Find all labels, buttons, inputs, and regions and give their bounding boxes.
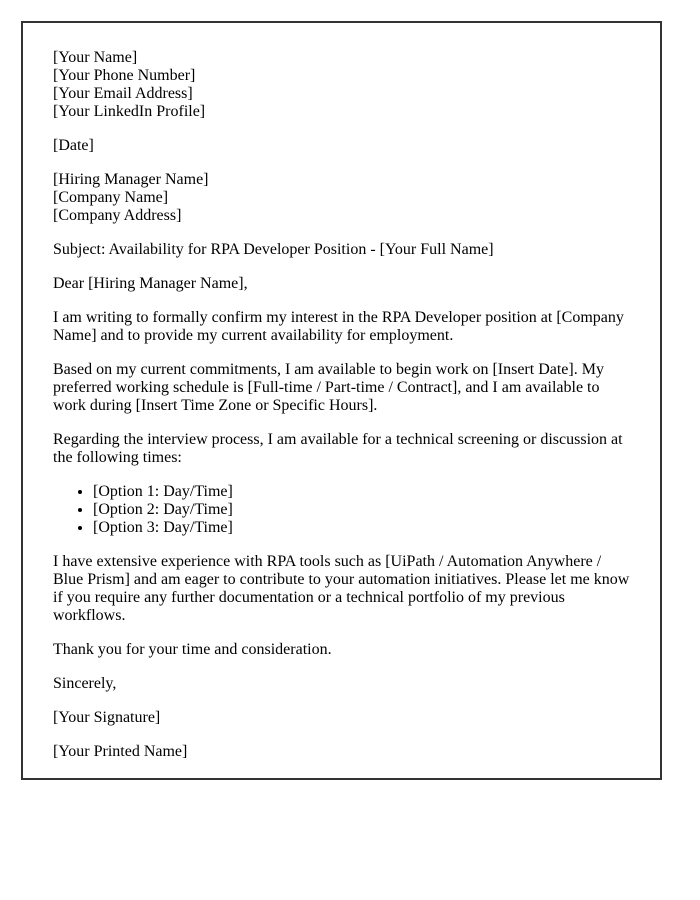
- recipient-company-name: [Company Name]: [53, 189, 169, 206]
- availability-option-item: • [Option 1: Day/Time]: [93, 483, 630, 501]
- availability-option-item: • [Option 2: Day/Time]: [93, 501, 630, 519]
- availability-options-list: [53, 483, 630, 537]
- printed-name-placeholder: [Your Printed Name]: [53, 743, 188, 760]
- recipient-manager-name: [Hiring Manager Name]: [53, 171, 209, 188]
- letter-document: [21, 21, 662, 780]
- paragraph-thanks: Thank you for your time and consideration.: [53, 641, 332, 658]
- salutation: Dear [Hiring Manager Name],: [53, 275, 248, 292]
- signature-placeholder: [Your Signature]: [53, 709, 161, 726]
- paragraph-interest: I am writing to formally confirm my interest in the RPA Developer position at [Company Name] and to provide my current availability for employment.: [53, 309, 624, 344]
- paragraph-availability: Based on my current commitments, I am available to begin work on [Insert Date]. My preferred working schedule is [Full-time / Part-time / Contract], and I am available to work during [Insert Time Zone or Specific Hours].: [53, 361, 604, 414]
- sender-email: [Your Email Address]: [53, 85, 193, 102]
- paragraph-interview: Regarding the interview process, I am available for a technical screening or discussion at the following times:: [53, 431, 623, 466]
- sender-phone: [Your Phone Number]: [53, 67, 196, 84]
- recipient-info-block: [53, 171, 630, 225]
- availability-option-item: • [Option 3: Day/Time]: [93, 519, 630, 537]
- sender-info-block: [53, 49, 630, 121]
- sender-name: [Your Name]: [53, 49, 138, 66]
- paragraph-experience: I have extensive experience with RPA tools such as [UiPath / Automation Anywhere / Blue Prism] and am eager to contribute to your automation initiatives. Please let me know if you require any further documentation or a technical portfolio of my previous workflows.: [53, 553, 630, 624]
- date-line: [Date]: [53, 137, 94, 154]
- sender-linkedin: [Your LinkedIn Profile]: [53, 103, 206, 120]
- subject-line: Subject: Availability for RPA Developer Position - [Your Full Name]: [53, 241, 494, 258]
- valediction: Sincerely,: [53, 675, 117, 692]
- recipient-company-address: [Company Address]: [53, 207, 182, 224]
